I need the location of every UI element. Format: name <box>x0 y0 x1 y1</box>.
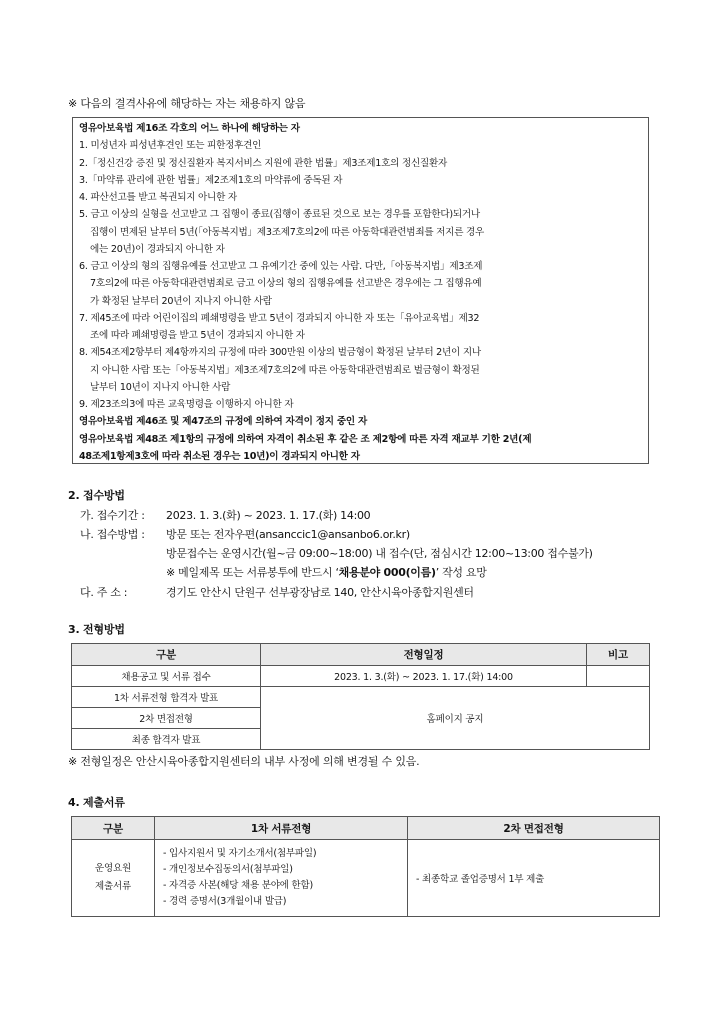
period-value: 2023. 1. 3.(화) ~ 2023. 1. 17.(화) 14:00 <box>166 509 371 522</box>
disqualification-line: 7. 제45조에 따라 어린이집의 폐쇄명령을 받고 5년이 경과되지 아니한 자 또는「유아교육법」제32 <box>79 312 480 324</box>
mail-note <box>166 564 487 580</box>
category-cell <box>72 840 155 917</box>
header-stage: 구분 <box>72 644 261 666</box>
list-item: - 자격증 사본(해당 채용 분야에 한함) <box>163 880 314 891</box>
disqualification-box <box>72 117 649 464</box>
section-title-selection: 3. 전형방법 <box>68 623 125 636</box>
address-row <box>80 584 474 600</box>
header-schedule: 전형일정 <box>261 644 587 666</box>
disqualification-line: 1. 미성년자 피성년후견인 또는 피한정후견인 <box>79 140 262 152</box>
method-row <box>80 526 410 542</box>
disqualification-line: 7호의2에 따른 아동학대관련범죄로 금고 이상의 형의 집행유예를 선고받은 경우에는 그 집행유예 <box>90 278 482 290</box>
disqualification-line: 5. 금고 이상의 실형을 선고받고 그 집행이 종료(집행이 종료된 것으로 보는 경우를 포함한다)되거나 <box>79 209 480 221</box>
second-round-cell: - 최종학교 졸업증명서 1부 제출 <box>408 840 660 917</box>
period-row <box>80 507 370 523</box>
category-label-1: 운영요원 <box>95 863 131 874</box>
address-label: 다. 주 소 : <box>80 586 128 599</box>
mail-note-prefix: ※ 메일제목 또는 서류봉투에 반드시 ‘ <box>166 566 339 579</box>
merged-schedule-cell: 홈페이지 공지 <box>261 687 650 750</box>
period-label: 가. 접수기간 : <box>80 509 145 522</box>
method-label: 나. 접수방법 : <box>80 528 145 541</box>
table-row <box>72 840 660 917</box>
stage-cell: 최종 합격자 발표 <box>72 729 261 750</box>
category-label-2: 제출서류 <box>95 881 131 892</box>
stage-cell: 채용공고 및 서류 접수 <box>72 666 261 687</box>
disqualification-line: 2.「정신건강 증진 및 정신질환자 복지서비스 지원에 관한 법률」제3조제1호의 정신질환자 <box>79 157 448 169</box>
mail-note-suffix: ’ 작성 요망 <box>435 566 487 579</box>
documents-table <box>71 816 660 917</box>
header-second-round: 2차 면접전형 <box>408 817 660 840</box>
list-item: - 입사지원서 및 자기소개서(첨부파일) <box>163 848 317 859</box>
schedule-cell: 2023. 1. 3.(화) ~ 2023. 1. 17.(화) 14:00 <box>261 666 587 687</box>
disqualification-line: 6. 금고 이상의 형의 집행유예를 선고받고 그 유예기간 중에 있는 사람. 다만,「아동복지법」제3조제 <box>79 261 483 272</box>
header-category: 구분 <box>72 817 155 840</box>
selection-schedule-table <box>71 643 650 750</box>
stage-cell: 2차 면접전형 <box>72 708 261 729</box>
disqualification-line: 집행이 면제된 날부터 5년(「아동복지법」제3조제7호의2에 따른 아동학대관련범죄를 저지른 경우 <box>90 226 485 238</box>
disqualification-line: 3.「마약류 관리에 관한 법률」제2조제1호의 마약류에 중독된 자 <box>79 174 343 186</box>
disqualification-line: 영유아보육법 제48조 제1항의 규정에 의하여 자격이 취소된 후 같은 조 제2항에 따른 자격 재교부 기한 2년(제 <box>79 433 532 445</box>
section-title-application: 2. 접수방법 <box>68 489 125 502</box>
table-row <box>72 687 650 708</box>
disqualification-notice: ※ 다음의 결격사유에 해당하는 자는 채용하지 않음 <box>68 97 306 110</box>
disqualification-line: 에는 20년)이 경과되지 아니한 자 <box>90 243 225 255</box>
disqualification-line: 지 아니한 사람 또는「아동복지법」제3조제7호의2에 따른 아동학대관련범죄로 벌금형이 확정된 <box>90 364 480 376</box>
table-row <box>72 666 650 687</box>
list-item: - 경력 증명서(3개월이내 발급) <box>163 896 287 907</box>
section-title-documents: 4. 제출서류 <box>68 796 125 809</box>
header-note: 비고 <box>587 644 650 666</box>
disqualification-line: 48조제1항제3호에 따라 취소된 경우는 10년)이 경과되지 아니한 자 <box>79 450 360 462</box>
disqualification-line: 영유아보육법 제46조 및 제47조의 규정에 의하여 자격이 정지 중인 자 <box>79 416 367 428</box>
disqualification-line: 9. 제23조의3에 따른 교육명령을 이행하지 아니한 자 <box>79 399 294 410</box>
disqualification-line: 8. 제54조제2항부터 제4항까지의 규정에 따라 300만원 이상의 벌금형이 확정된 날부터 2년이 지나 <box>79 347 481 359</box>
disqualification-line: 조에 따라 폐쇄명령을 받고 5년이 경과되지 아니한 자 <box>90 330 305 341</box>
disqualification-line: 가 확정된 날부터 20년이 지나지 아니한 사람 <box>90 295 272 307</box>
first-round-cell <box>155 840 408 917</box>
visit-note: 방문접수는 운영시간(월~금 09:00~18:00) 내 접수(단, 점심시간 12:00~13:00 접수불가) <box>166 547 593 560</box>
disqualification-line: 4. 파산선고를 받고 복권되지 아니한 자 <box>79 192 237 203</box>
disqualification-line: 날부터 10년이 지나지 아니한 사람 <box>90 381 231 393</box>
disqualification-line: 영유아보육법 제16조 각호의 어느 하나에 해당하는 자 <box>79 123 300 134</box>
schedule-footnote: ※ 전형일정은 안산시육아종합지원센터의 내부 사정에 의해 변경될 수 있음. <box>68 755 420 768</box>
address-value: 경기도 안산시 단원구 선부광장남로 140, 안산시육아종합지원센터 <box>166 586 474 599</box>
stage-cell: 1차 서류전형 합격자 발표 <box>72 687 261 708</box>
method-value: 방문 또는 전자우편(ansanccic1@ansanbo6.or.kr) <box>166 528 410 541</box>
mail-note-bold: 채용분야 000(이름) <box>338 566 436 579</box>
list-item: - 개인정보수집동의서(첨부파일) <box>163 864 293 875</box>
note-cell <box>587 666 650 687</box>
header-first-round: 1차 서류전형 <box>155 817 408 840</box>
